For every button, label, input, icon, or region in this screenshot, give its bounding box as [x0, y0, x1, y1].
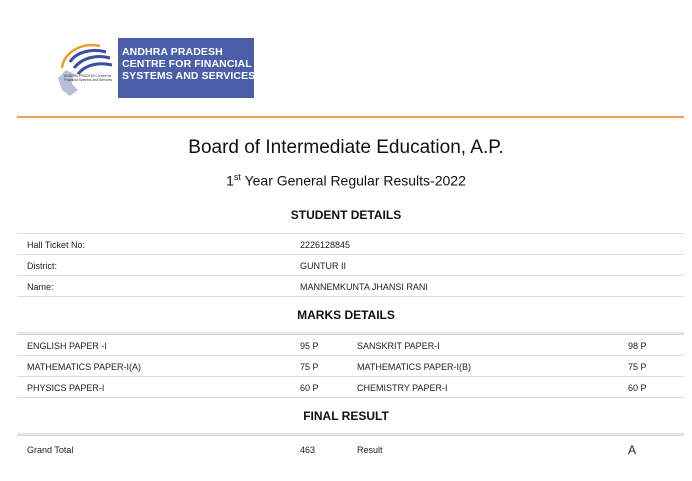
page-title: Board of Intermediate Education, A.P.: [188, 137, 504, 158]
marks-details-heading: MARKS DETAILS: [297, 308, 395, 322]
final-result-table: [17, 435, 684, 462]
subject-marks: 98 P: [628, 341, 647, 351]
subject-name: CHEMISTRY PAPER-I: [357, 383, 448, 393]
marks-details-table: [17, 334, 684, 398]
table-row: [17, 254, 684, 275]
field-value: MANNEMKUNTA JHANSI RANI: [300, 282, 428, 292]
page-subtitle: [0, 172, 692, 189]
apcfss-wordmark: [118, 38, 254, 98]
table-row: [17, 275, 684, 297]
logo-line: SYSTEMS AND SERVICES: [122, 70, 256, 82]
subject-marks: 75 P: [300, 362, 319, 372]
table-row: [17, 334, 684, 355]
field-value: GUNTUR II: [300, 261, 346, 271]
table-row: [17, 233, 684, 254]
field-value: 2226128845: [300, 240, 351, 250]
result-label: Result: [357, 445, 383, 455]
field-label: Name:: [27, 282, 54, 292]
table-row: [17, 376, 684, 398]
subject-marks: 60 P: [628, 383, 647, 393]
subject-name: SANSKRIT PAPER-I: [357, 341, 440, 351]
header-divider: [17, 116, 684, 118]
subject-name: PHYSICS PAPER-I: [27, 383, 105, 393]
table-row: [17, 435, 684, 462]
table-row: [17, 355, 684, 376]
result-value: A: [628, 443, 637, 457]
subject-name: MATHEMATICS PAPER-I(B): [357, 362, 472, 372]
logo-line: CENTRE FOR FINANCIAL: [122, 58, 252, 70]
subject-marks: 95 P: [300, 341, 319, 351]
apcfss-emblem-icon: [52, 38, 118, 100]
student-details-heading: STUDENT DETAILS: [290, 208, 402, 222]
final-result-heading: FINAL RESULT: [303, 409, 389, 423]
subject-name: ENGLISH PAPER -I: [27, 341, 107, 351]
logo-line: ANDHRA PRADESH: [122, 46, 223, 58]
field-label: Hall Ticket No:: [27, 240, 86, 250]
grand-total-value: 463: [300, 445, 316, 455]
subtitle-ordinal-suffix: st: [233, 172, 241, 182]
apcfss-logo: [52, 38, 257, 100]
subtitle-ordinal: 1: [226, 172, 234, 189]
field-label: District:: [27, 261, 57, 271]
subject-name: MATHEMATICS PAPER-I(A): [27, 362, 142, 372]
student-details-table: [17, 233, 684, 297]
subject-marks: 75 P: [628, 362, 647, 372]
emblem-caption: ANDHRA PRADESH Centre for Financial Systems and Services: [64, 74, 113, 82]
grand-total-label: Grand Total: [27, 445, 74, 455]
subject-marks: 60 P: [300, 383, 319, 393]
subtitle-text: Year General Regular Results-2022: [240, 172, 466, 189]
